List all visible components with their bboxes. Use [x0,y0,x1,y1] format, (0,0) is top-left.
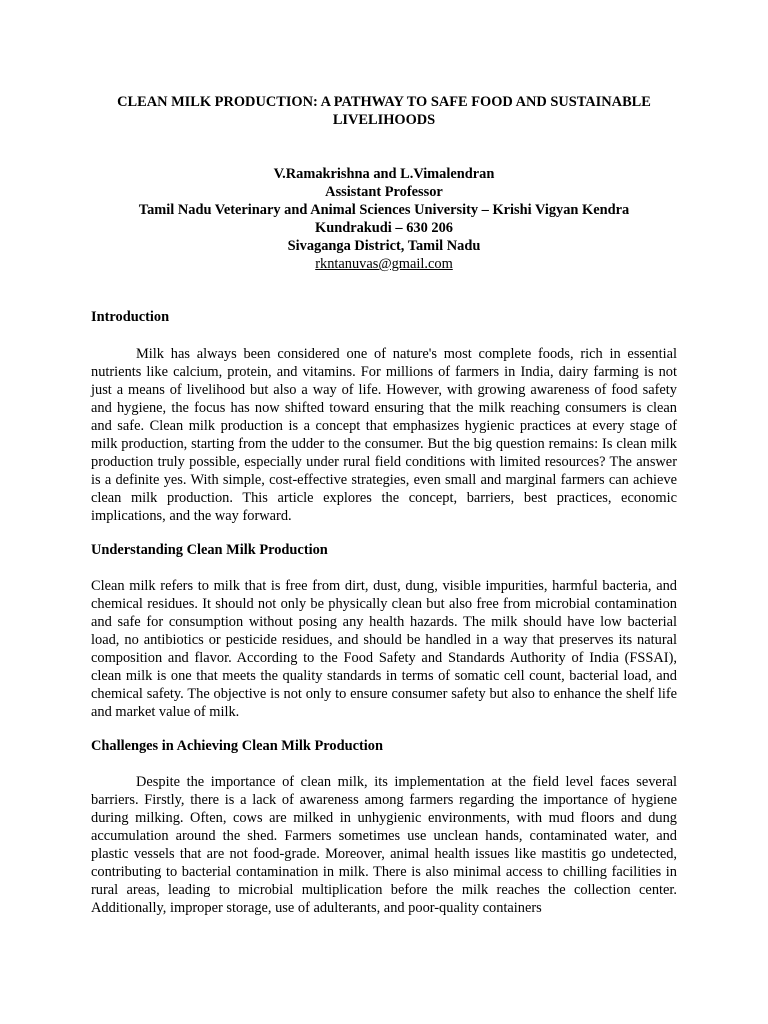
section-heading-challenges: Challenges in Achieving Clean Milk Production [91,738,383,754]
section-heading-introduction: Introduction [91,309,170,325]
author-institution: Tamil Nadu Veterinary and Animal Sciences University – Krishi Vigyan Kendra [138,202,630,218]
author-location: Kundrakudi – 630 206 [315,220,453,236]
paragraph-introduction: Milk has always been considered one of nature's most complete foods, rich in essential nutrients like calcium, protein, and vitamins. For millions of farmers in India, dairy farming is not just a means of livelihood but also a way of life. However, with growing awareness of food safety and hygiene, the focus has now shifted toward ensuring that the milk reaching consumers is clean and safe. Clean milk production is a concept that emphasizes hygienic practices at every stage of milk production, starting from the udder to the consumer. But the big question remains: Is clean milk production truly possible, especially under rural field conditions with limited resources? The answer is a definite yes. With simple, cost-effective strategies, even small and marginal farmers can achieve clean milk production. This article explores the concept, barriers, best practices, economic implications, and the way forward. [91,346,677,524]
paragraph-understanding: Clean milk refers to milk that is free from dirt, dust, dung, visible impurities, harmful bacteria, and chemical residues. It should not only be physically clean but also free from microbial contamination and safe for consumption without posing any health hazards. The milk should have low bacterial load, no antibiotics or pesticide residues, and should be handled in a way that preserves its natural composition and flavor. According to the Food Safety and Standards Authority of India (FSSAI), clean milk is one that meets the quality standards in terms of somatic cell count, bacterial load, and chemical safety. The objective is not only to ensure consumer safety but also to enhance the shelf life and market value of milk. [91,578,677,720]
section-heading-understanding: Understanding Clean Milk Production [91,542,328,558]
author-names: V.Ramakrishna and L.Vimalendran [273,166,495,182]
author-email-link[interactable]: rkntanuvas@gmail.com [315,256,453,272]
author-block [60,165,708,273]
author-district: Sivaganga District, Tamil Nadu [287,238,481,254]
author-designation: Assistant Professor [325,184,443,200]
document-title: CLEAN MILK PRODUCTION: A PATHWAY TO SAFE FOOD AND SUSTAINABLE LIVELIHOODS [117,94,651,128]
paragraph-challenges: Despite the importance of clean milk, its implementation at the field level faces several barriers. Firstly, there is a lack of awareness among farmers regarding the importance of hygiene during milking. Often, cows are milked in unhygienic environments, with mud floors and dung accumulation around the shed. Farmers sometimes use unclean hands, contaminated water, and plastic vessels that are not food-grade. Moreover, animal health issues like mastitis go undetected, contributing to bacterial contamination in milk. There is also minimal access to chilling facilities in rural areas, leading to microbial multiplication before the milk reaches the collection center. Additionally, improper storage, use of adulterants, and poor-quality containers [91,774,677,916]
